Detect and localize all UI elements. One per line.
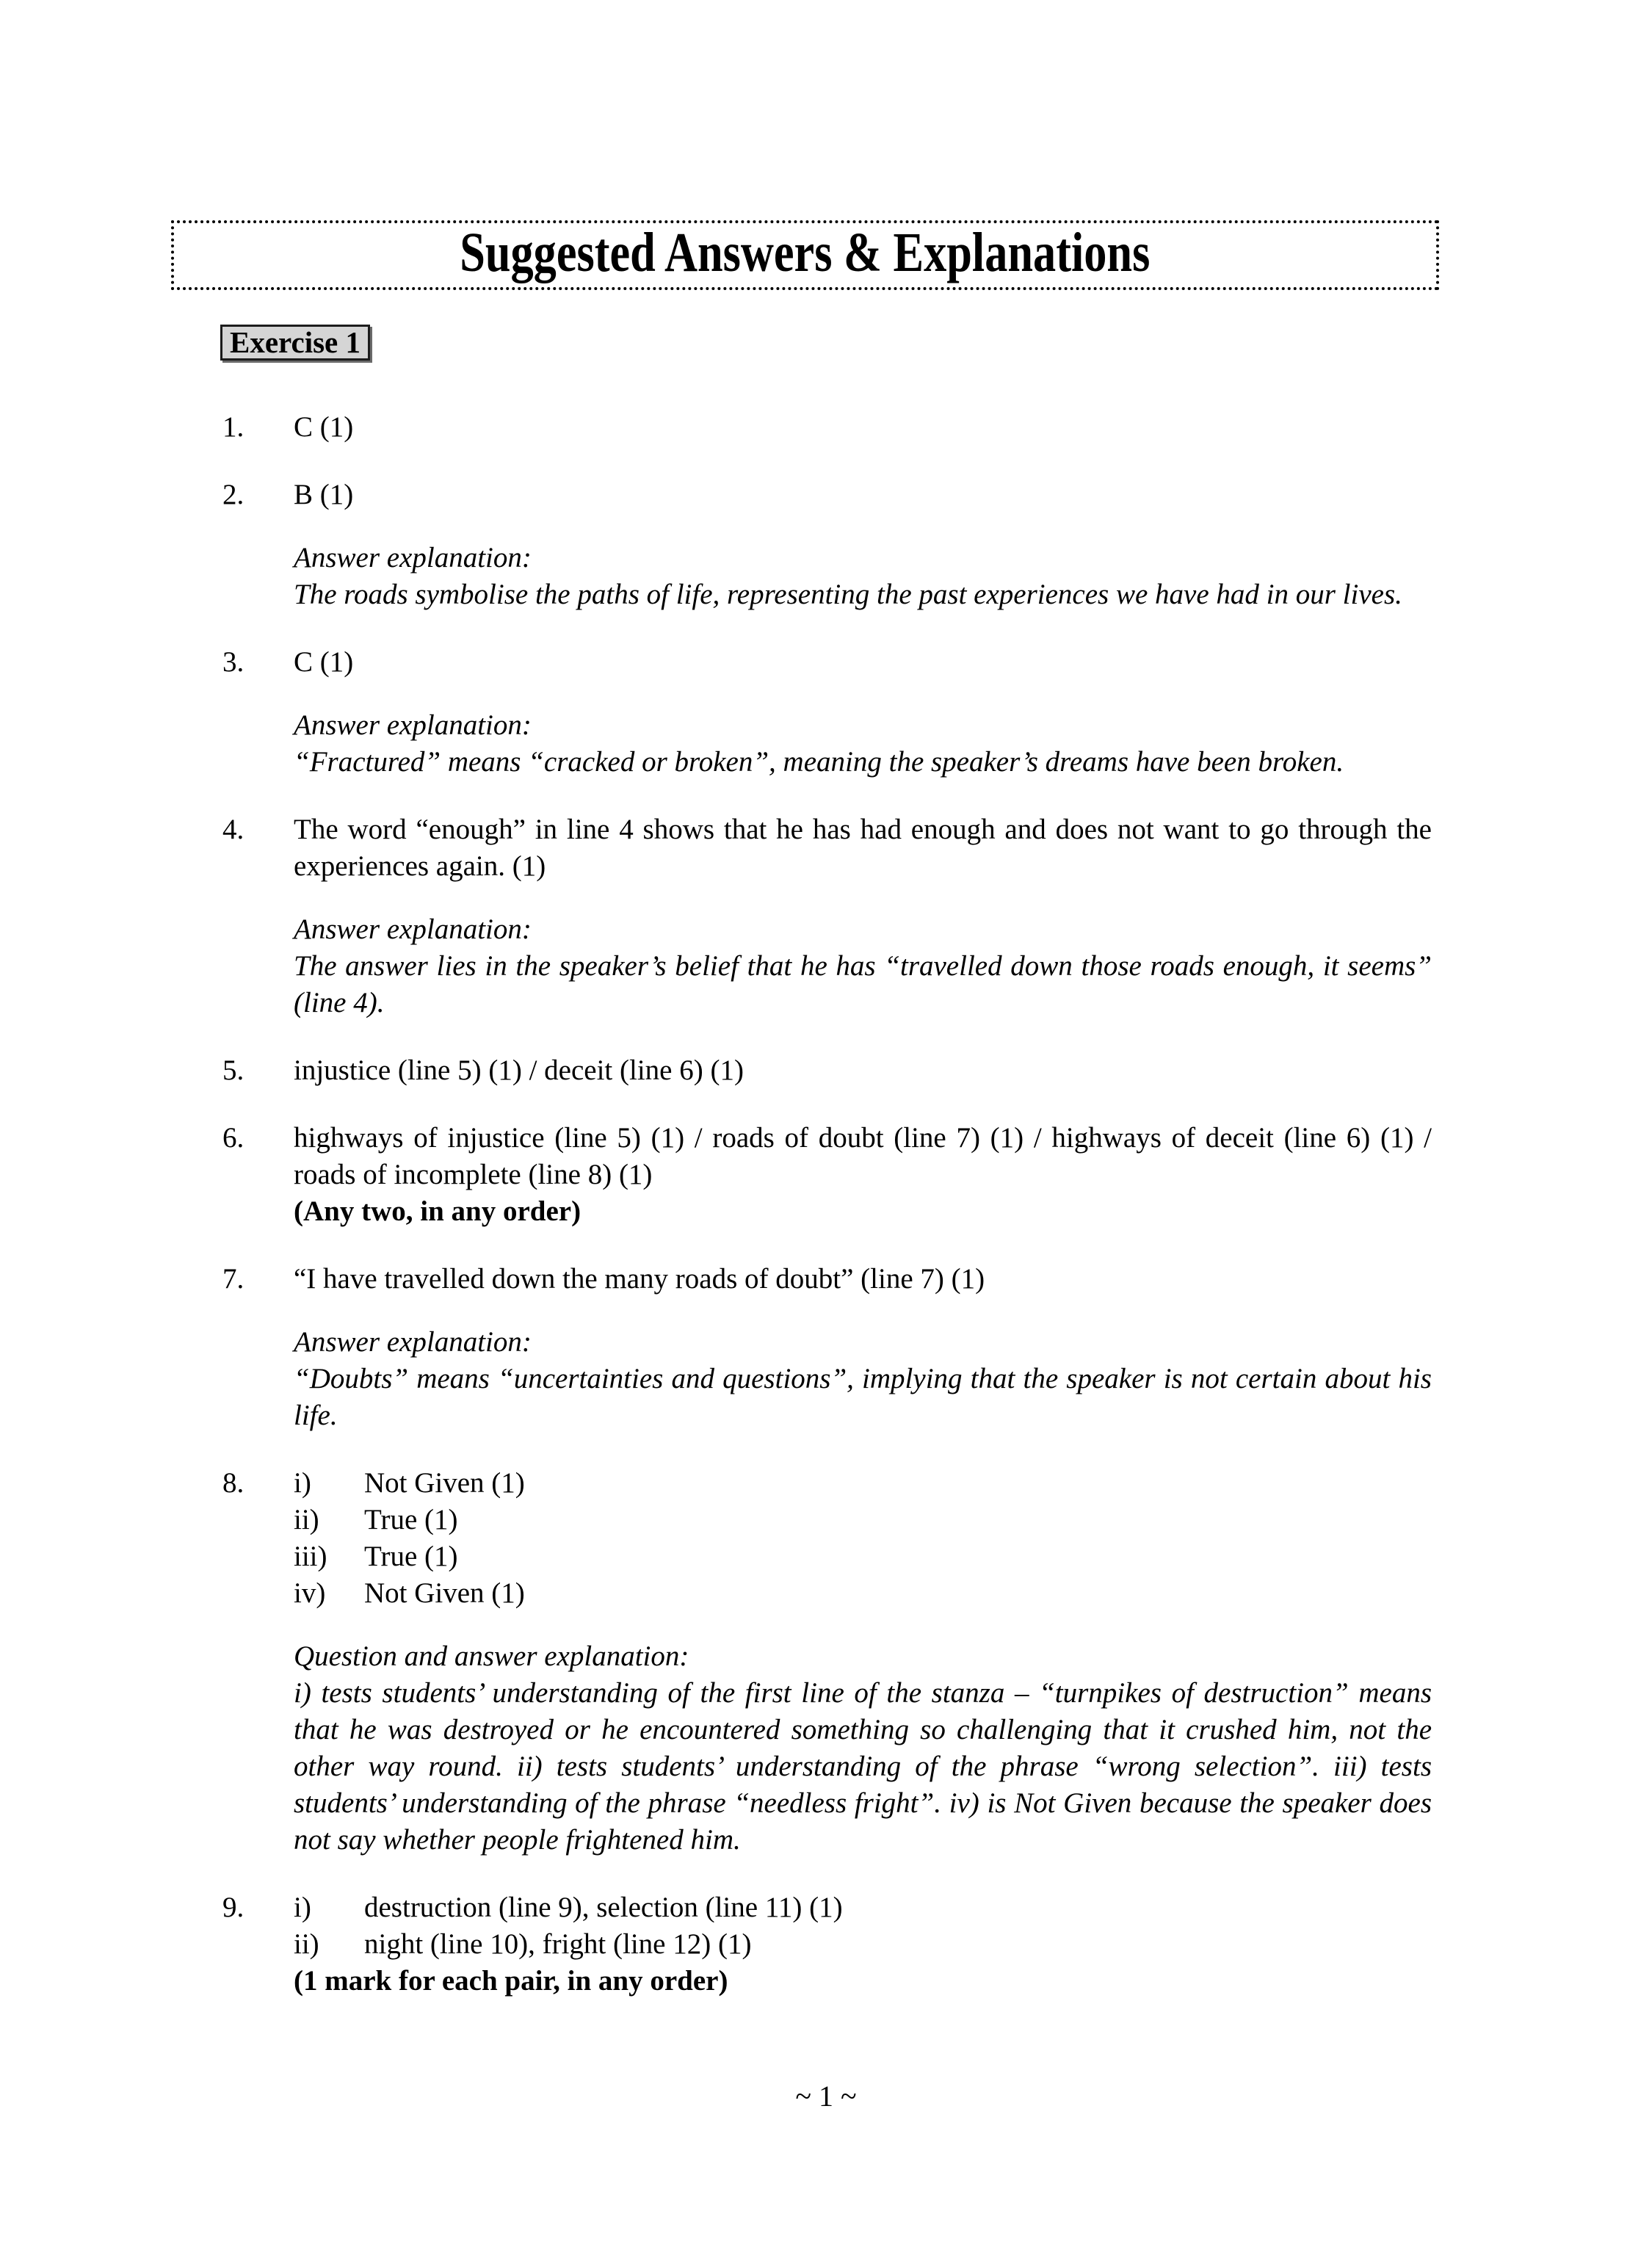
exercise-row: [220, 325, 1652, 362]
sub-answer-row: [294, 1575, 1432, 1612]
answer-explanation: [294, 1324, 1432, 1434]
answer-text: highways of injustice (line 5) (1) / roads of doubt (line 7) (1) / highways of deceit (line 6) (1) / roads of incomplete (line 8) (1): [294, 1122, 1432, 1190]
item-number: 4.: [222, 814, 244, 845]
answer-text: B (1): [294, 479, 354, 510]
item-number: 9.: [222, 1892, 244, 1923]
exercise-label: Exercise 1: [220, 325, 370, 361]
answer-text: C (1): [294, 646, 354, 678]
sub-answer-text: Not Given (1): [364, 1577, 525, 1609]
item-number: 8.: [222, 1467, 244, 1499]
answer-explanation: [294, 707, 1432, 781]
answer-item-5: [222, 1052, 1432, 1089]
item-number: 1.: [222, 411, 244, 443]
page-title: Suggested Answers & Explanations: [460, 222, 1151, 283]
sub-answer-text: night (line 10), fright (line 12) (1): [364, 1928, 752, 1960]
item-body: [294, 1465, 1432, 1859]
item-number: 7.: [222, 1263, 244, 1295]
sub-answer-text: Not Given (1): [364, 1467, 525, 1499]
item-body: [294, 477, 1432, 613]
sub-answer-row: [294, 1889, 1432, 1926]
item-body: [294, 1889, 1432, 2000]
explanation-text: i) tests students’ understanding of the first line of the stanza – “turnpikes of destruction” means that he was destroyed or he encountered something so challenging that it crushed him, not the other way round. ii) tests students’ understanding of the phrase “wrong selection”. iii) tests students’ understanding of the phrase “needless fright”. iv) is Not Given because the speaker does not say whether people frightened him.: [294, 1677, 1432, 1856]
sub-answer-label: iii): [294, 1541, 327, 1572]
answer-item-3: [222, 644, 1432, 781]
answer-item-8: [222, 1465, 1432, 1859]
answer-item-9: [222, 1889, 1432, 2000]
sub-answer-label: iv): [294, 1577, 326, 1609]
explanation-text: “Doubts” means “uncertainties and questions”, implying that the speaker is not certain about his life.: [294, 1363, 1432, 1431]
explanation-label: Answer explanation:: [294, 1326, 532, 1358]
explanation-label: Question and answer explanation:: [294, 1640, 689, 1672]
item-body: [294, 1052, 1432, 1089]
explanation-text: “Fractured” means “cracked or broken”, meaning the speaker’s dreams have been broken.: [294, 746, 1344, 778]
item-body: [294, 811, 1432, 1021]
sub-answer-text: True (1): [364, 1504, 458, 1535]
answer-text: injustice (line 5) (1) / deceit (line 6) (1): [294, 1054, 744, 1086]
marking-note: (1 mark for each pair, in any order): [294, 1965, 728, 1997]
sub-answer-label: i): [294, 1467, 311, 1499]
answer-text: C (1): [294, 411, 354, 443]
item-number: 6.: [222, 1122, 244, 1154]
sub-answer-row: [294, 1465, 1432, 1502]
answer-explanation: [294, 911, 1432, 1021]
explanation-label: Answer explanation:: [294, 709, 532, 741]
sub-answer-text: destruction (line 9), selection (line 11) (1): [364, 1892, 843, 1923]
sub-answer-label: ii): [294, 1504, 319, 1535]
explanation-text: The answer lies in the speaker’s belief that he has “travelled down those roads enough, it seems” (line 4).: [294, 950, 1432, 1018]
answers-list: [222, 409, 1432, 2000]
explanation-label: Answer explanation:: [294, 542, 532, 573]
answer-explanation: [294, 1638, 1432, 1859]
answer-text: “I have travelled down the many roads of doubt” (line 7) (1): [294, 1263, 985, 1295]
page-number: ~ 1 ~: [795, 2080, 857, 2113]
sub-answer-row: [294, 1538, 1432, 1575]
marking-note: (Any two, in any order): [294, 1195, 582, 1227]
answer-explanation: [294, 540, 1432, 613]
answer-item-7: [222, 1261, 1432, 1434]
item-body: [294, 1120, 1432, 1230]
answer-item-2: [222, 477, 1432, 613]
sub-answer-label: i): [294, 1892, 311, 1923]
item-number: 3.: [222, 646, 244, 678]
answer-item-6: [222, 1120, 1432, 1230]
answer-item-4: [222, 811, 1432, 1021]
item-number: 2.: [222, 479, 244, 510]
answer-text: The word “enough” in line 4 shows that he has had enough and does not want to go through the experiences again. (1): [294, 814, 1432, 882]
sub-answer-row: [294, 1926, 1432, 1963]
title-box: [171, 220, 1439, 290]
sub-answer-row: [294, 1502, 1432, 1538]
item-body: [294, 644, 1432, 781]
sub-answer-text: True (1): [364, 1541, 458, 1572]
item-number: 5.: [222, 1054, 244, 1086]
item-body: [294, 1261, 1432, 1434]
explanation-label: Answer explanation:: [294, 913, 532, 945]
answer-item-1: [222, 409, 1432, 446]
explanation-text: The roads symbolise the paths of life, representing the past experiences we have had in our lives.: [294, 579, 1402, 610]
item-body: [294, 409, 1432, 446]
sub-answer-label: ii): [294, 1928, 319, 1960]
